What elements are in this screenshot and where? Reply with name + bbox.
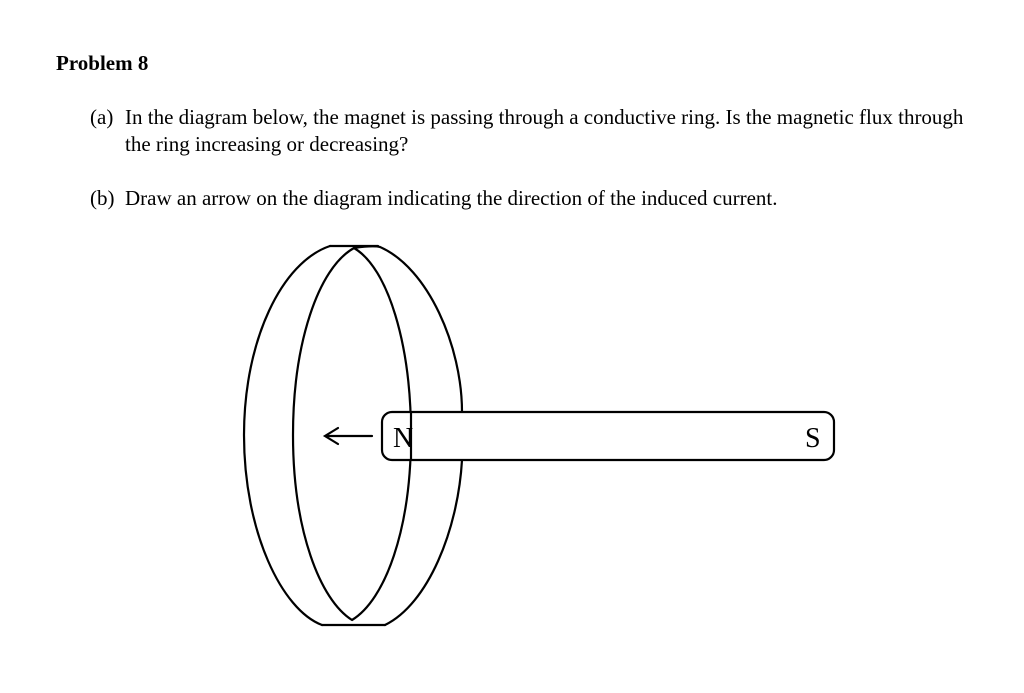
problem-title: Problem 8 [56,51,149,75]
bar-magnet [382,412,834,460]
south-pole-label: S [805,423,821,454]
ring-outer-right-lower-edge [385,460,462,625]
part-b-marker: (b) [90,186,115,210]
part-a-marker: (a) [90,105,114,129]
part-b-text: Draw an arrow on the diagram indicating the direction of the induced current. [125,186,778,210]
part-a-text: In the diagram below, the magnet is passing through a conductive ring. Is the magnetic flux through the ring increasing or decreasing? [125,105,964,156]
ring-outer-left-edge [244,246,330,625]
north-pole-label: N [393,423,414,454]
motion-arrow [325,428,372,444]
